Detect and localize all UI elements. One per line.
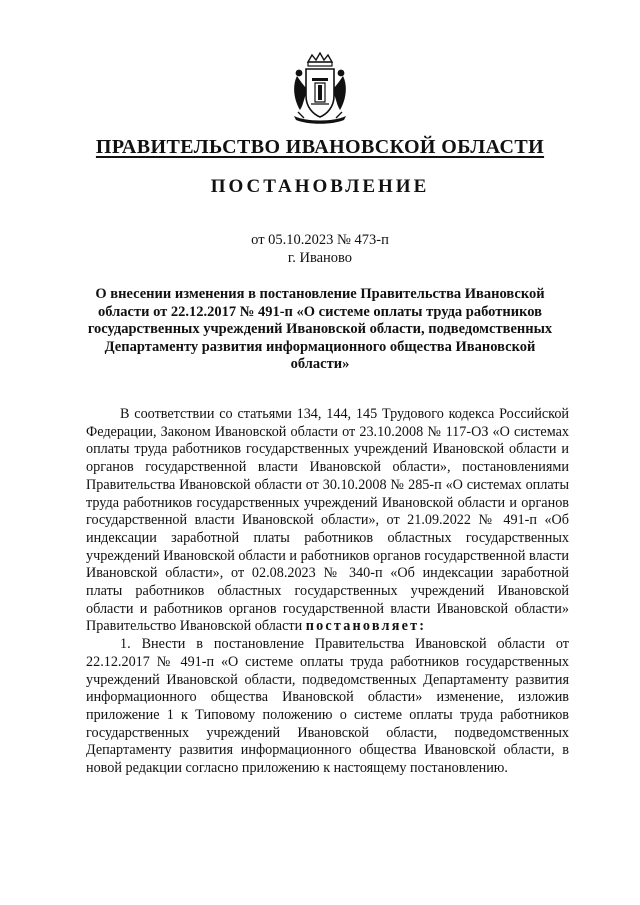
organization-title: ПРАВИТЕЛЬСТВО ИВАНОВСКОЙ ОБЛАСТИ xyxy=(95,136,545,158)
point-1-paragraph: 1. Внести в постановление Правительства Ивановской области от 22.12.2017 № 491-п «О системе оплаты труда работников государственных учреждений Ивановской области, подведомственных Департаменту развития информационного общества Ивановской области» изменение, изложив приложение 1 к Типовому положению о системе оплаты труда работников государственных учреждений Ивановской области, подведомственных Департаменту развития информационного общества Ивановской области, в новой редакции согласно приложению к настоящему постановлению. xyxy=(86,636,569,777)
coat-of-arms-icon xyxy=(288,52,352,126)
preamble-text: В соответствии со статьями 134, 144, 145 Трудового кодекса Российской Федерации, Законом Ивановской области от 23.10.2008 № 117-ОЗ «О системах оплаты труда работников государственных учреждений Ивановской области и органов государственной власти Ивановской области», постановлениями Правительства Ивановской области от 30.10.2008 № 285-п «О системах оплаты труда работников государственных учреждений Ивановской области и органов государственной власти Ивановской области», от 21.09.2022 № 491-п «Об индексации заработной платы работников областных государственных учреждений Ивановской области и работников органов государственной власти Ивановской области», от 02.08.2023 № 340-п «Об индексации заработной платы работников областных государственных учреждений Ивановской области и работников органов государственной власти Ивановской области» Правительство Ивановской области xyxy=(86,406,569,635)
document-date-number: от 05.10.2023 № 473-п xyxy=(251,232,389,248)
document-city: г. Иваново xyxy=(287,250,353,266)
document-type: ПОСТАНОВЛЕНИЕ xyxy=(210,176,430,197)
decree-word: постановляет: xyxy=(305,618,427,635)
document-subject: О внесении изменения в постановление Правительства Ивановской области от 22.12.2017 № 491-п «О системе оплаты труда работников государственных учреждений Ивановской области, подведомственных Департаменту развития информационного общества Ивановской области» xyxy=(87,286,553,372)
document-body xyxy=(86,406,569,778)
preamble-paragraph xyxy=(86,406,569,636)
